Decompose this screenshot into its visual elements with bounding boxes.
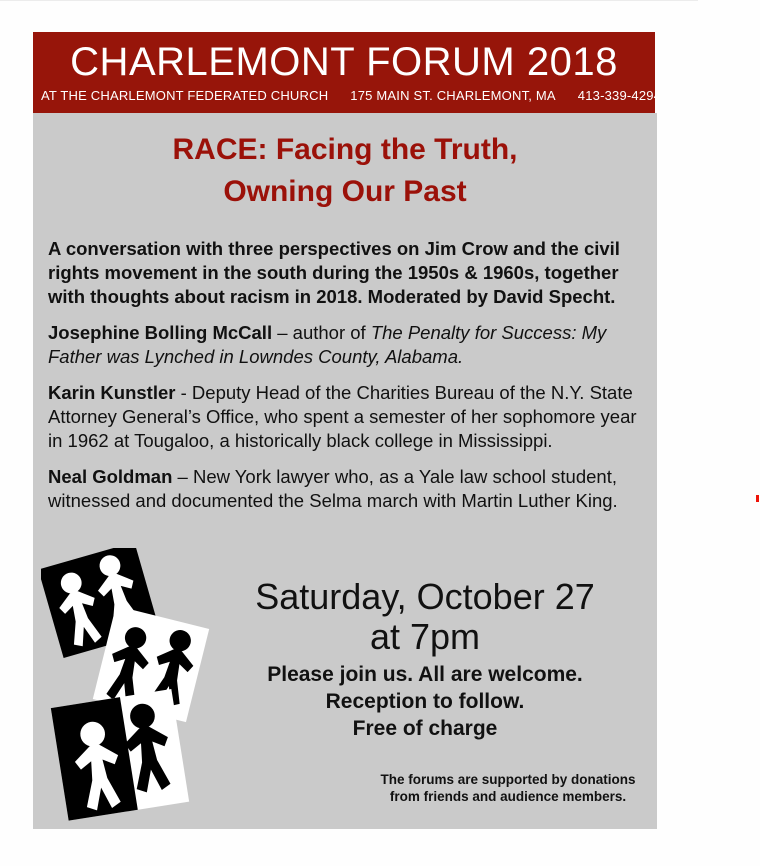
speaker-detail: Deputy Head of the Charities Bureau of the N.Y. State Attorney General’s Office, who spent a semester of her sophomore year in 1962 at Tougaloo, a historically black college in Mississippi.: [48, 382, 637, 451]
phone-text: 413-339-4294: [577, 88, 662, 103]
right-edge-red-mark: [756, 495, 759, 502]
speaker-separator: -: [175, 382, 192, 403]
donations-note: [358, 771, 658, 805]
event-date: Saturday, October 27: [255, 576, 595, 617]
free-of-charge-line: Free of charge: [352, 717, 498, 740]
speaker-name: Neal Goldman: [48, 466, 173, 487]
speaker-detail: New York lawyer who, as a Yale law school student, witnessed and documented the Selma march with Martin Luther King.: [48, 466, 618, 511]
invite-line: Please join us. All are welcome.: [267, 663, 583, 686]
heading-line-1: RACE: Facing the Truth,: [172, 133, 518, 166]
donations-note-line-2: from friends and audience members.: [389, 789, 627, 804]
clipart-tile-bottom: [51, 689, 189, 821]
forum-title: CHARLEMONT FORUM 2018: [70, 40, 618, 84]
venue-text: AT THE CHARLEMONT FEDERATED CHURCH: [41, 88, 329, 103]
address-text: 175 MAIN ST. CHARLEMONT, MA: [350, 88, 556, 103]
speaker-name: Josephine Bolling McCall: [48, 322, 273, 343]
speaker-separator: – author of: [272, 322, 371, 343]
donations-note-line-1: The forums are supported by donations: [380, 772, 636, 787]
speaker-name: Karin Kunstler: [48, 382, 176, 403]
reception-line: Reception to follow.: [325, 690, 525, 713]
intro-paragraph: A conversation with three perspectives on Jim Crow and the civil rights movement in the south during the 1950s & 1960s, together with thoughts about racism in 2018. Moderated by David Specht.: [48, 238, 620, 307]
header-band: [33, 32, 662, 113]
header-subtitle: [33, 88, 662, 103]
speaker-separator: –: [172, 466, 193, 487]
heading-line-2: Owning Our Past: [223, 175, 467, 208]
speaker-karin-paragraph: [48, 381, 650, 453]
speaker-neal-paragraph: [48, 465, 650, 513]
event-heading: [33, 129, 657, 213]
speaker-josephine-paragraph: [48, 321, 650, 369]
event-time: at 7pm: [369, 616, 481, 657]
flyer-body-panel: [33, 113, 657, 829]
book-title: The Penalty for Success: My Father was Lynched in Lowndes County, Alabama.: [48, 322, 607, 367]
event-details: [205, 577, 645, 742]
page-top-hairline: [0, 0, 698, 1]
